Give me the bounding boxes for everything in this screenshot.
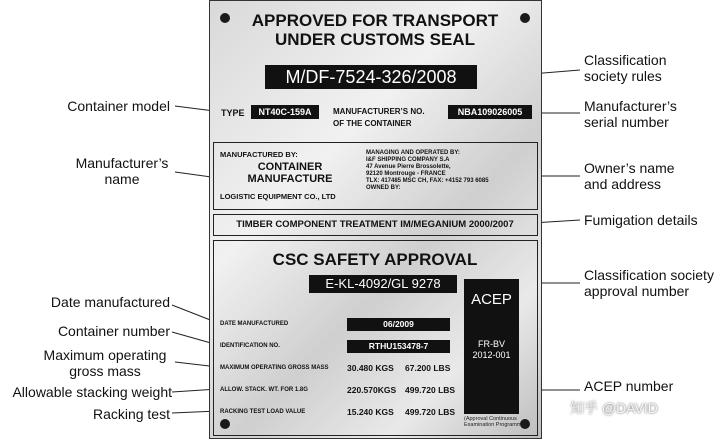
- manufacturer-name: [220, 161, 360, 185]
- callout-manufacturers-name: [72, 155, 172, 187]
- manufacturer-line2: MANUFACTURE: [247, 173, 333, 185]
- row-value-stacking-lb: 499.720 LBS: [405, 385, 456, 395]
- operator-line: I&F SHIPPING COMPANY S.A: [366, 157, 450, 163]
- callout-class-rules-line1: Classification: [584, 52, 667, 68]
- timber-panel: [213, 214, 538, 236]
- row-value-racking-lb: 499.720 LBS: [405, 407, 456, 417]
- manufacturer-line3: LOGISTIC EQUIPMENT CO., LTD: [220, 192, 336, 201]
- acep-small-line2: Examination Programme): [464, 422, 527, 428]
- acep-small-text: [464, 416, 539, 428]
- callout-date-manufactured: Date manufactured: [50, 294, 170, 310]
- callout-serial-line2: serial number: [584, 114, 669, 130]
- acep-box: [464, 279, 519, 414]
- callout-max-gross-line1: Maximum operating: [43, 347, 167, 363]
- acep-small-line1: (Approval Continuous: [464, 416, 517, 422]
- operator-line: MANAGING AND OPERATED BY:: [366, 150, 460, 156]
- row-label-identification: IDENTIFICATION NO.: [220, 343, 280, 349]
- callout-container-model: Container model: [67, 98, 170, 114]
- callout-class-rules: [584, 52, 718, 84]
- callout-class-approval: [584, 267, 720, 299]
- acep-code-line2: 2012-001: [472, 350, 511, 360]
- type-label: TYPE: [221, 108, 245, 118]
- callout-serial-line1: Manufacturer’s: [584, 98, 677, 114]
- callout-manufacturers-name-line2: name: [104, 171, 140, 187]
- plate-title: [210, 11, 540, 49]
- row-label-stacking: ALLOW. STACK. WT. FOR 1.8G: [220, 387, 308, 393]
- operator-line: TLX: 417485 MSC CH, FAX: +4152 793 6085: [366, 178, 489, 184]
- csc-title: CSC SAFETY APPROVAL: [272, 250, 478, 269]
- mfr-no-label: [333, 106, 425, 130]
- callout-fumigation: Fumigation details: [584, 212, 698, 228]
- timber-treatment: TIMBER COMPONENT TREATMENT IM/MEGANIUM 2000/2007: [236, 219, 514, 230]
- csc-code: E-KL-4092/GL 9278: [309, 275, 457, 293]
- manufactured-by-label: MANUFACTURED BY:: [220, 150, 298, 159]
- operator-line: 47 Avenue Pierre Brossolette,: [366, 164, 451, 170]
- callout-serial-number: [584, 98, 718, 130]
- mfr-no-label-line1: MANUFACTURER’S NO.: [333, 107, 425, 116]
- callout-acep-number: ACEP number: [584, 378, 674, 394]
- callout-racking-test: Racking test: [92, 406, 170, 422]
- callout-owner-line2: and address: [584, 176, 662, 192]
- callout-class-rules-line2: society rules: [584, 68, 662, 84]
- callout-manufacturers-name-line1: Manufacturer’s: [75, 155, 169, 171]
- callout-max-gross: [40, 347, 170, 379]
- callout-class-approval-line1: Classification society: [584, 267, 714, 283]
- plate-title-line1: APPROVED FOR TRANSPORT: [251, 11, 499, 30]
- operator-block: [366, 150, 536, 192]
- csc-plate: [209, 0, 542, 439]
- approval-code: M/DF-7524-326/2008: [265, 65, 477, 89]
- manufacturer-line1: CONTAINER: [257, 161, 323, 173]
- callout-max-gross-line2: gross mass: [69, 363, 141, 379]
- row-value-max-gross-kg: 30.480 KGS: [347, 363, 394, 373]
- operator-line: OWNED BY:: [366, 185, 401, 191]
- callout-class-approval-line2: approval number: [584, 283, 690, 299]
- manufacturer-panel: [213, 142, 538, 210]
- callout-container-number: Container number: [57, 323, 170, 339]
- row-value-racking-kg: 15.240 KGS: [347, 407, 394, 417]
- callout-owner: [584, 160, 718, 192]
- row-label-date: DATE MANUFACTURED: [220, 321, 289, 327]
- plate-title-line2: UNDER CUSTOMS SEAL: [275, 30, 475, 49]
- acep-code-line1: FR-BV: [478, 339, 505, 349]
- row-label-racking: RACKING TEST LOAD VALUE: [220, 409, 306, 415]
- callout-stacking-weight: Allowable stacking weight: [12, 384, 172, 400]
- row-value-max-gross-lb: 67.200 LBS: [405, 363, 451, 373]
- callout-owner-line1: Owner’s name: [584, 160, 675, 176]
- acep-title: ACEP: [471, 291, 512, 308]
- mfr-no-label-line2: OF THE CONTAINER: [333, 119, 412, 128]
- type-value: NT40C-159A: [251, 105, 319, 119]
- row-value-date: 06/2009: [347, 318, 450, 331]
- row-value-stacking-kg: 220.570KGS: [347, 385, 397, 395]
- watermark: 知乎 @DAVID: [570, 400, 658, 416]
- row-label-max-gross: MAXIMUM OPERATING GROSS MASS: [220, 365, 329, 371]
- csc-panel: [213, 240, 538, 436]
- operator-line: 92120 Montrouge - FRANCE: [366, 171, 446, 177]
- acep-code: [464, 339, 519, 361]
- row-value-identification: RTHU153478-7: [347, 340, 450, 353]
- mfr-no-value: NBA109026005: [448, 105, 532, 119]
